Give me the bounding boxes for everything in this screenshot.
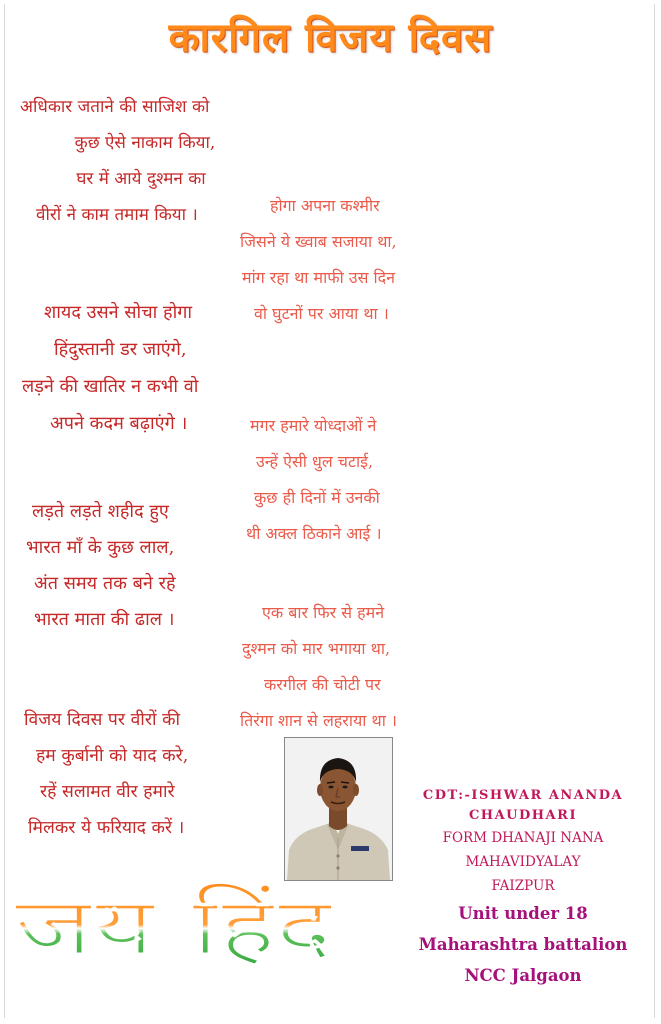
poem-line: लड़ने की खातिर न कभी वो	[22, 376, 199, 397]
poem-line: हम कुर्बानी को याद करे,	[36, 746, 189, 766]
poem-line: उन्हें ऐसी धुल चटाई,	[256, 452, 374, 471]
poem-line: अपने कदम बढ़ाएंगे ।	[50, 413, 188, 434]
college-line: FORM DHANAJI NANA	[442, 830, 604, 846]
poem-line: वो घुटनों पर आया था ।	[254, 304, 389, 323]
poem-line: तिरंगा शान से लहराया था ।	[240, 711, 397, 730]
poem-line: घर में आये दुश्मन का	[76, 169, 206, 189]
poem-line: कुछ ही दिनों में उनकी	[254, 488, 380, 507]
unit-line: NCC Jalgaon	[464, 966, 582, 985]
unit-line: Maharashtra battalion	[418, 935, 628, 954]
college-line: FAIZPUR	[491, 878, 555, 894]
poem-line: एक बार फिर से हमने	[262, 603, 385, 622]
poem-stanza-7	[20, 702, 248, 846]
poem-line: करगील की चोटी पर	[264, 675, 381, 694]
jai-hind-slogan	[10, 858, 340, 978]
poem-stanza-6	[240, 595, 455, 739]
poem-line: मिलकर ये फरियाद करें ।	[28, 818, 185, 838]
poem-line: होगा अपना कश्मीर	[270, 196, 380, 215]
poem-line: मांग रहा था माफी उस दिन	[242, 268, 395, 287]
poem-line: भारत माता की ढाल ।	[34, 609, 175, 630]
poem-line: विजय दिवस पर वीरों की	[24, 710, 181, 730]
poem-stanza-4	[240, 408, 455, 552]
poem-line: जिसने ये ख्वाब सजाया था,	[240, 232, 397, 251]
page-title: कारगिल विजय दिवस	[168, 15, 493, 61]
poem-line: हिंदुस्तानी डर जाएंगे,	[54, 339, 187, 360]
poem-line: शायद उसने सोचा होगा	[44, 302, 193, 323]
cadet-name-line: CHAUDHARI	[468, 808, 578, 823]
cadet-name-line: CDT:-ISHWAR ANANDA	[422, 788, 624, 803]
poem-line: रहें सलामत वीर हमारे	[40, 782, 175, 802]
college-line: MAHAVIDYALAY	[465, 854, 581, 870]
poem-stanza-2	[240, 188, 455, 332]
poem-stanza-1	[20, 89, 248, 233]
poem-line: दुश्मन को मार भगाया था,	[242, 639, 391, 658]
unit-line: Unit under 18	[458, 904, 588, 923]
college-name	[405, 826, 641, 898]
poem-line: मगर हमारे योध्दाओं ने	[250, 416, 377, 435]
cadet-name	[405, 786, 641, 826]
poem-line: लड़ते लड़ते शहीद हुए	[32, 501, 169, 522]
poem-stanza-3	[20, 294, 248, 442]
poem-line: वीरों ने काम तमाम किया ।	[36, 205, 198, 225]
poem-line: थी अक्ल ठिकाने आई ।	[246, 524, 382, 543]
slogan-text: जय हिंद	[11, 880, 336, 973]
poem-line: अंत समय तक बने रहे	[34, 573, 176, 594]
ncc-unit	[405, 898, 641, 991]
poem-line: भारत माँ के कुछ लाल,	[26, 537, 175, 558]
poem-stanza-5	[20, 494, 248, 638]
poem-line: अधिकार जताने की साजिश को	[20, 97, 210, 117]
poem-line: कुछ ऐसे नाकाम किया,	[74, 133, 216, 153]
